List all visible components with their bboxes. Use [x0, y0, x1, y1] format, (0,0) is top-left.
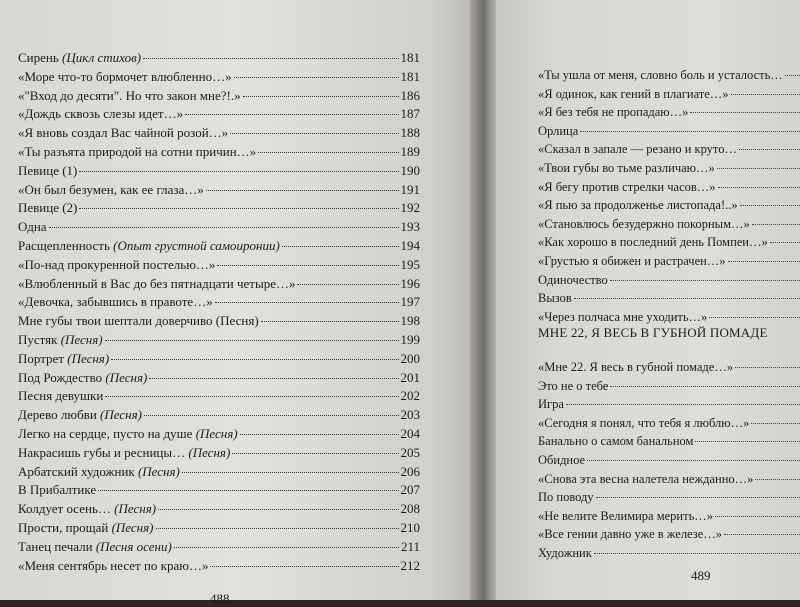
dot-leader [297, 284, 398, 285]
toc-entry-page: 204 [400, 425, 420, 441]
toc-entry [538, 215, 800, 234]
toc-entry [538, 414, 800, 433]
toc-entry-title: Танец печали (Песня осени) [18, 538, 172, 554]
toc-entry [538, 178, 800, 197]
toc-entry [18, 387, 420, 406]
toc-entry-page: 207 [400, 482, 420, 498]
toc-entry-title: «Я пью за продолженье листопада!..» [538, 198, 738, 213]
toc-entry-title: Мне губы твои шептали доверчиво (Песня) [18, 313, 259, 329]
toc-entry [18, 500, 420, 519]
toc-entry-page: 200 [400, 350, 420, 366]
toc-entry-page: 188 [400, 125, 420, 141]
toc-entry [18, 68, 420, 87]
dot-leader [232, 453, 398, 454]
dot-leader [105, 340, 399, 341]
toc-entry-title: Игра [538, 397, 564, 412]
toc-entry-title: «Через полчаса мне уходить…» [538, 309, 708, 324]
toc-entry-subtitle: (Песня) [188, 444, 231, 460]
toc-entry [538, 140, 800, 159]
dot-leader [574, 298, 800, 299]
toc-entry [538, 507, 800, 526]
toc-entry-title: «Грустью я обижен и растрачен…» [538, 253, 726, 268]
toc-entry-title: «Я вновь создал Вас чайной розой…» [18, 125, 229, 141]
right-page [496, 0, 800, 600]
toc-entry [538, 271, 800, 290]
toc-entry-page: 208 [400, 501, 420, 517]
toc-entry-page: 191 [400, 181, 420, 197]
toc-entry [18, 312, 420, 331]
toc-entry-page: 190 [400, 162, 420, 178]
toc-entry-title: Колдует осень… (Песня) [18, 501, 157, 517]
toc-entry-title: «Мне 22. Я весь в губной помаде…» [538, 360, 734, 374]
dot-leader [755, 479, 800, 480]
toc-entry-title: «Дождь сквозь слезы идет…» [18, 106, 184, 122]
toc-entry [18, 350, 420, 369]
toc-entry-subtitle: (Опыт грустной самоиронии) [113, 237, 280, 253]
toc-entry [538, 85, 800, 104]
toc-entry-title: «Он был безумен, как ее глаза…» [18, 181, 204, 197]
dot-leader [206, 190, 399, 191]
toc-entry-page: 212 [400, 557, 420, 573]
dot-leader [751, 423, 800, 424]
toc-entry-page: 203 [400, 407, 420, 423]
toc-entry [18, 218, 420, 237]
toc-entry-page: 202 [400, 388, 420, 404]
toc-entry-title: «Влюбленный в Вас до без пятнадцати четыре…» [18, 275, 296, 291]
toc-entry [18, 406, 420, 425]
dot-leader [740, 205, 800, 206]
toc-entry-subtitle: (Песня) [195, 425, 238, 441]
toc-entry [18, 369, 420, 388]
left-page-number: 488 [210, 591, 230, 606]
dot-leader [185, 114, 398, 115]
toc-entry-title: «Как хорошо в последний день Помпеи…» [538, 235, 768, 250]
dot-leader [739, 149, 800, 150]
dot-leader [79, 208, 398, 209]
toc-entry [18, 331, 420, 350]
toc-entry [18, 143, 420, 162]
dot-leader [770, 242, 800, 243]
toc-entry [538, 544, 800, 563]
toc-entry-title: Под Рождество (Песня) [18, 369, 148, 385]
toc-entry [538, 122, 800, 141]
toc-entry [18, 538, 420, 557]
toc-entry [18, 519, 420, 538]
toc-entry-page: 197 [400, 294, 420, 310]
dot-leader [98, 490, 398, 491]
toc-entry [18, 124, 420, 143]
toc-entry [18, 425, 420, 444]
toc-entry-subtitle: (Песня) [114, 501, 157, 517]
toc-entry [538, 66, 800, 85]
toc-entry-page: 186 [400, 87, 420, 103]
toc-entry-title: Певице (2) [18, 200, 78, 216]
dot-leader [258, 152, 398, 153]
toc-entry [18, 87, 420, 106]
dot-leader [566, 404, 800, 405]
dot-leader [149, 378, 398, 379]
toc-entry-title: «Я без тебя не пропадаю…» [538, 105, 689, 120]
dot-leader [594, 553, 800, 554]
dot-leader [282, 246, 399, 247]
toc-entry-subtitle: (Песня) [137, 463, 180, 479]
toc-entry-page: 206 [400, 463, 420, 479]
dot-leader [731, 94, 800, 95]
toc-entry [18, 199, 420, 218]
toc-entry [538, 159, 800, 178]
toc-entry-title: По поводу [538, 490, 594, 505]
toc-entry [538, 395, 800, 414]
toc-entry-page: 194 [400, 237, 420, 253]
toc-entry-title: Вызов [538, 291, 572, 306]
left-toc-list [18, 49, 420, 575]
toc-entry-title: «Я одинок, как гений в плагиате…» [538, 86, 729, 101]
dot-leader [724, 534, 800, 535]
toc-entry-title: «Я бегу против стрелки часов…» [538, 179, 716, 194]
dot-leader [174, 547, 399, 548]
dot-leader [230, 133, 398, 134]
toc-entry-subtitle: (Песня) [100, 407, 142, 423]
toc-entry-title: «Ты ушла от меня, словно боль и усталость… [538, 68, 783, 82]
toc-entry [538, 377, 800, 396]
toc-entry [538, 196, 800, 215]
toc-entry-title: Пустяк (Песня) [18, 331, 103, 347]
dot-leader [596, 497, 800, 498]
dot-leader [158, 509, 398, 510]
toc-entry-title: «Снова эта весна налетела нежданно…» [538, 471, 754, 486]
toc-entry-subtitle: (Песня осени) [95, 538, 172, 554]
toc-entry-page: 187 [400, 106, 420, 122]
toc-entry [18, 49, 420, 68]
dot-leader [785, 75, 800, 76]
dot-leader [610, 280, 800, 281]
toc-entry [18, 444, 420, 463]
toc-entry [18, 293, 420, 312]
toc-entry-title: «Становлюсь безудержно покорным…» [538, 216, 750, 231]
dot-leader [718, 187, 800, 188]
dot-leader [709, 317, 800, 318]
toc-entry-title: Портрет (Песня) [18, 350, 110, 366]
toc-entry-page: 181 [400, 50, 420, 65]
toc-entry [538, 233, 800, 252]
toc-entry-title: «Твои губы во тьме различаю…» [538, 160, 715, 175]
toc-entry [538, 432, 800, 451]
dot-leader [105, 396, 398, 397]
toc-entry-title: Одиночество [538, 272, 608, 287]
toc-entry-page: 211 [400, 538, 420, 554]
dot-leader [111, 359, 398, 360]
toc-entry [18, 481, 420, 500]
toc-entry [18, 162, 420, 181]
toc-entry [18, 181, 420, 200]
toc-entry-title: «Сказал в запале — резано и круто… [538, 142, 737, 157]
toc-entry-title: Художник [538, 545, 592, 560]
dot-leader [610, 386, 800, 387]
toc-entry-title: «Меня сентябрь несет по краю…» [18, 557, 209, 573]
toc-entry [538, 289, 800, 308]
toc-entry [18, 256, 420, 275]
toc-entry-title: «Не велите Велимира мерить…» [538, 508, 714, 523]
toc-entry [538, 252, 800, 271]
dot-leader [156, 528, 399, 529]
toc-entry-title: Расщепленность (Опыт грустной самоиронии) [18, 237, 280, 253]
toc-entry [538, 488, 800, 507]
toc-entry-page: 196 [400, 275, 420, 291]
toc-entry-title: Одна [18, 219, 47, 235]
dot-leader [715, 516, 800, 517]
toc-entry-page: 198 [400, 313, 420, 329]
toc-entry [18, 557, 420, 576]
toc-entry-title: В Прибалтике [18, 482, 97, 498]
dot-leader [215, 302, 399, 303]
dot-leader [217, 265, 398, 266]
toc-entry-page: 193 [400, 219, 420, 235]
toc-entry-title: Это не о тебе [538, 378, 609, 393]
toc-entry-title: Банально о самом банальном [538, 434, 694, 449]
dot-leader [735, 367, 800, 368]
toc-entry-title: Сирень (Цикл стихов) [18, 50, 142, 65]
dot-leader [728, 261, 800, 262]
toc-entry-page: 195 [400, 256, 420, 272]
toc-entry-subtitle: (Цикл стихов) [62, 50, 142, 65]
toc-entry-title: Дерево любви (Песня) [18, 407, 142, 423]
dot-leader [717, 168, 800, 169]
toc-entry-page: 210 [400, 519, 420, 535]
toc-entry-page: 192 [400, 200, 420, 216]
dot-leader [261, 321, 399, 322]
toc-entry-title: «По-над прокуренной постелью…» [18, 256, 216, 272]
toc-entry [538, 525, 800, 544]
toc-entry [538, 103, 800, 122]
section-title: МНЕ 22, Я ВЕСЬ В ГУБНОЙ ПОМАДЕ [538, 325, 768, 340]
toc-entry [538, 470, 800, 489]
toc-entry [538, 358, 800, 377]
toc-entry-subtitle: (Песня) [105, 369, 148, 385]
toc-entry-title: Прости, прощай (Песня) [18, 519, 154, 535]
dot-leader [143, 58, 398, 59]
toc-entry [18, 275, 420, 294]
right-toc-list-bottom [538, 358, 800, 563]
toc-entry-page: 199 [400, 331, 420, 347]
dot-leader [182, 472, 399, 473]
right-toc-list-top [538, 66, 800, 326]
toc-entry-page: 189 [400, 143, 420, 159]
toc-entry-title: Легко на сердце, пусто на душе (Песня) [18, 425, 238, 441]
toc-entry [538, 308, 800, 327]
toc-entry-title: «Все гении давно уже в железе…» [538, 527, 722, 542]
toc-entry-title: Арбатский художник (Песня) [18, 463, 180, 479]
toc-entry-title: «Море что-то бормочет влюбленно…» [18, 68, 232, 84]
toc-entry [18, 463, 420, 482]
right-page-number: 489 [691, 568, 711, 583]
toc-entry-subtitle: (Песня) [60, 331, 103, 347]
toc-entry-page: 181 [400, 68, 420, 84]
dot-leader [580, 131, 800, 132]
dot-leader [240, 434, 399, 435]
toc-entry-subtitle: (Песня) [67, 350, 110, 366]
toc-entry [18, 237, 420, 256]
dot-leader [695, 441, 800, 442]
toc-entry-title: «"Вход до десяти". Но что закон мне?!.» [18, 87, 241, 103]
toc-entry-title: Певице (1) [18, 162, 78, 178]
toc-entry-page: 201 [400, 369, 420, 385]
dot-leader [690, 112, 800, 113]
toc-entry-title: «Ты разъята природой на сотни причин…» [18, 143, 257, 159]
toc-entry [538, 451, 800, 470]
toc-entry-subtitle: (Песня) [111, 519, 154, 535]
toc-entry-page: 205 [400, 444, 420, 460]
dot-leader [243, 96, 399, 97]
toc-entry-title: Песня девушки [18, 388, 104, 404]
toc-entry-title: «Девочка, забывшись в правоте…» [18, 294, 213, 310]
dot-leader [234, 77, 399, 78]
toc-entry-title: «Сегодня я понял, что тебя я люблю…» [538, 415, 750, 430]
toc-entry-title: Обидное [538, 452, 586, 467]
dot-leader [79, 171, 398, 172]
dot-leader [144, 415, 399, 416]
dot-leader [752, 224, 800, 225]
dot-leader [49, 227, 399, 228]
dot-leader [210, 566, 398, 567]
toc-entry-title: Накрасишь губы и ресницы… (Песня) [18, 444, 231, 460]
dot-leader [587, 460, 800, 461]
toc-entry-title: Орлица [538, 123, 579, 138]
toc-entry [18, 105, 420, 124]
